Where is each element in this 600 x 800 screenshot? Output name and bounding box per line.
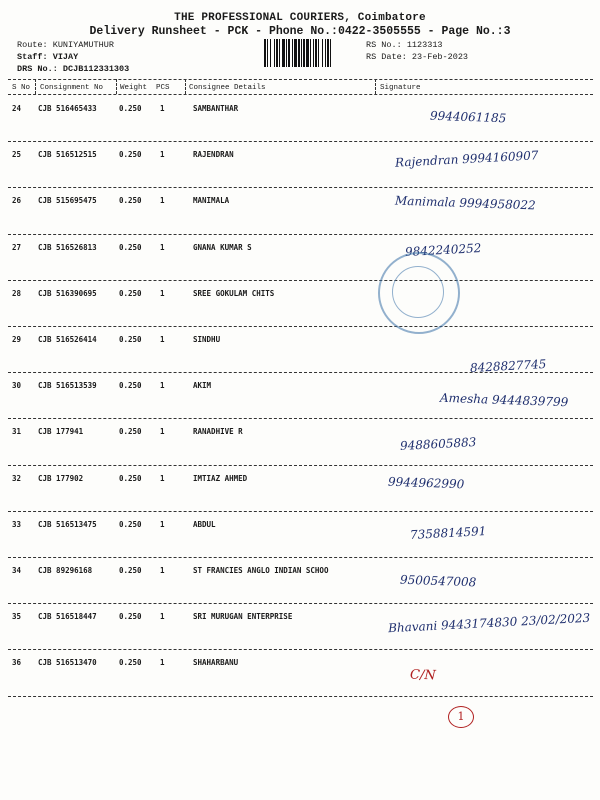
table-row — [0, 466, 600, 512]
row-consignee: RAJENDRAN — [193, 150, 234, 160]
row-consignee: MANIMALA — [193, 196, 230, 206]
row-signature: 9944061185 — [429, 108, 507, 126]
row-pcs: 1 — [160, 288, 165, 298]
row-sno: 35 — [12, 612, 22, 622]
row-pcs: 1 — [160, 566, 165, 575]
row-sno: 29 — [12, 335, 22, 344]
col-header-sno: S No — [12, 84, 31, 92]
row-pcs: 1 — [160, 150, 165, 160]
header-bottom-rule — [8, 94, 593, 95]
page-mark: 1 — [448, 706, 474, 728]
row-consignment-no: CJB 177941 — [38, 427, 84, 437]
route-label: Route: — [17, 40, 48, 50]
row-sno: 25 — [12, 150, 22, 160]
stamp-inner-ring — [392, 266, 444, 318]
staff-value: VIJAY — [52, 52, 79, 62]
row-weight: 0.250 — [119, 427, 142, 437]
row-consignment-no: CJB 516513475 — [38, 519, 97, 529]
row-signature: 9842240252 — [404, 240, 482, 259]
runsheet-subtitle: Delivery Runsheet - PCK - Phone No.:0422-3505555 - Page No.:3 — [89, 25, 511, 38]
row-consignment-no: CJB 516390695 — [38, 288, 97, 298]
row-weight: 0.250 — [119, 196, 142, 206]
row-weight: 0.250 — [119, 335, 142, 344]
row-consignment-no: CJB 516513539 — [38, 381, 97, 391]
table-row — [0, 373, 600, 419]
row-pcs: 1 — [160, 335, 165, 344]
col-header-consignee: Consignee Details — [189, 84, 266, 92]
staff-label: Staff: — [17, 52, 48, 62]
row-weight: 0.250 — [119, 612, 142, 622]
route-line — [17, 40, 114, 50]
row-signature: Rajendran 9994160907 — [394, 148, 539, 170]
rs-no-value: 1123313 — [406, 40, 443, 50]
row-consignment-no: CJB 89296168 — [38, 566, 93, 575]
table-top-rule — [8, 79, 593, 80]
row-pcs: 1 — [160, 104, 165, 113]
col-divider — [375, 79, 376, 94]
row-pcs: 1 — [160, 473, 165, 483]
table-row — [0, 650, 600, 696]
table-row — [0, 188, 600, 234]
row-consignee: SAMBANTHAR — [193, 104, 239, 113]
row-consignment-no: CJB 516518447 — [38, 612, 97, 622]
row-weight: 0.250 — [119, 104, 142, 113]
row-signature: 9944962990 — [387, 474, 465, 491]
row-weight: 0.250 — [119, 381, 142, 391]
row-consignment-no: CJB 515695475 — [38, 196, 97, 206]
row-pcs: 1 — [160, 242, 165, 252]
row-consignee: ABDUL — [193, 519, 216, 529]
row-sno: 28 — [12, 288, 22, 298]
table-row — [0, 142, 600, 188]
table-row — [0, 281, 600, 327]
row-consignment-no: CJB 516513470 — [38, 658, 97, 668]
table-row — [0, 235, 600, 281]
row-pcs: 1 — [160, 196, 165, 206]
drs-line — [17, 64, 129, 74]
col-header-consignment: Consignment No — [40, 84, 104, 92]
row-signature: C/N — [409, 667, 436, 684]
row-consignment-no: CJB 516465433 — [38, 104, 97, 113]
rs-date-line — [366, 52, 468, 62]
col-divider — [35, 79, 36, 94]
row-sno: 24 — [12, 104, 22, 113]
row-consignee: SHAHARBANU — [193, 658, 239, 668]
row-signature: Bhavani 9443174830 23/02/2023 — [387, 610, 591, 636]
row-consignee: AKIM — [193, 381, 212, 391]
row-consignee: SRI MURUGAN ENTERPRISE — [193, 612, 293, 622]
row-consignment-no: CJB 516526813 — [38, 242, 97, 252]
rs-no-line — [366, 40, 443, 50]
drs-value: DCJB112331303 — [62, 64, 130, 74]
row-pcs: 1 — [160, 612, 165, 622]
row-consignee: SREE GOKULAM CHITS — [193, 288, 275, 298]
row-consignment-no: CJB 516512515 — [38, 150, 97, 160]
route-value: KUNIYAMUTHUR — [52, 40, 114, 50]
row-weight: 0.250 — [119, 288, 142, 298]
row-sno: 32 — [12, 473, 22, 483]
table-row — [0, 327, 600, 373]
table-row — [0, 558, 600, 604]
row-consignment-no: CJB 516526414 — [38, 335, 97, 344]
row-weight: 0.250 — [119, 473, 142, 483]
row-signature: Amesha 9444839799 — [439, 390, 569, 410]
row-pcs: 1 — [160, 519, 165, 529]
row-consignee: SINDHU — [193, 335, 221, 344]
company-title: THE PROFESSIONAL COURIERS, Coimbatore — [174, 12, 426, 24]
col-header-weight: Weight — [120, 84, 148, 92]
staff-line — [17, 52, 78, 62]
row-consignee: IMTIAZ AHMED — [193, 473, 248, 483]
row-signature: 9500547008 — [399, 572, 477, 590]
barcode — [264, 39, 360, 67]
barcode-bar — [330, 39, 331, 67]
row-sno: 34 — [12, 566, 22, 575]
table-row — [0, 604, 600, 650]
table-row — [0, 512, 600, 558]
row-signature: 9488605883 — [399, 435, 477, 454]
col-divider — [185, 79, 186, 94]
row-consignee: ST FRANCIES ANGLO INDIAN SCHOO — [193, 566, 329, 575]
row-signature: 8428827745 — [469, 357, 547, 375]
row-pcs: 1 — [160, 381, 165, 391]
row-divider — [8, 696, 593, 697]
row-pcs: 1 — [160, 658, 165, 668]
row-sno: 26 — [12, 196, 22, 206]
row-consignee: RANADHIVE R — [193, 427, 243, 437]
drs-label: DRS No.: — [17, 64, 58, 74]
col-header-pcs: PCS — [156, 84, 170, 92]
rs-date-label: RS Date: — [366, 52, 407, 62]
row-weight: 0.250 — [119, 519, 142, 529]
row-weight: 0.250 — [119, 566, 142, 575]
row-sno: 31 — [12, 427, 22, 437]
table-row — [0, 96, 600, 142]
col-divider — [116, 79, 117, 94]
courier-stamp — [378, 252, 460, 334]
col-header-signature: Signature — [380, 84, 421, 92]
rs-no-label: RS No.: — [366, 40, 402, 50]
row-pcs: 1 — [160, 427, 165, 437]
row-sno: 30 — [12, 381, 22, 391]
row-sno: 27 — [12, 242, 22, 252]
row-signature: Manimala 9994958022 — [394, 193, 536, 213]
row-consignee: GNANA KUMAR S — [193, 242, 252, 252]
row-signature: 7358814591 — [409, 523, 487, 542]
row-sno: 36 — [12, 658, 22, 668]
row-weight: 0.250 — [119, 242, 142, 252]
row-weight: 0.250 — [119, 658, 142, 668]
row-consignment-no: CJB 177902 — [38, 473, 84, 483]
rs-date-value: 23-Feb-2023 — [411, 52, 469, 62]
row-weight: 0.250 — [119, 150, 142, 160]
row-sno: 33 — [12, 519, 22, 529]
table-row — [0, 419, 600, 465]
